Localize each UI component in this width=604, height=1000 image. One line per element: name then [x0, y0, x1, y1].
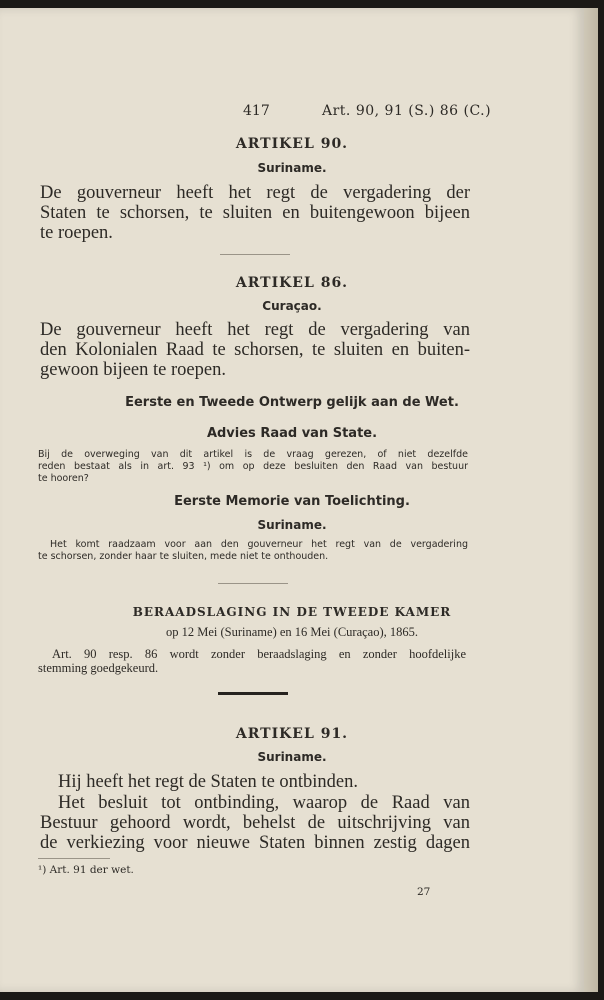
beraadslaging-dates: op 12 Mei (Suriname) en 16 Mei (Curaçao), 1865.	[165, 625, 419, 639]
ontwerp-heading: Eerste en Tweede Ontwerp gelijk aan de Wet.	[125, 395, 459, 410]
beraadslaging-line: Art. 90 resp. 86 wordt zonder beraadslaging en zonder hoofdelijke	[52, 647, 466, 661]
article-91-line: Bestuur gehoord wordt, behelst de uitschrijving van	[40, 813, 470, 833]
article-91-line: Hij heeft het regt de Staten te ontbinden.	[58, 772, 359, 792]
divider	[218, 583, 288, 584]
article-91-title: ARTIKEL 91.	[235, 726, 349, 742]
memorie-line: te schorsen, zonder haar te sluiten, mede niet te onthouden.	[38, 551, 329, 562]
footnote: ¹) Art. 91 der wet.	[38, 864, 134, 876]
advies-line: reden bestaat als in art. 93 ¹) om op deze besluiten den Raad van bestuur	[38, 461, 468, 472]
running-header: Art. 90, 91 (S.) 86 (C.)	[322, 103, 492, 119]
memorie-line: Het komt raadzaam voor aan den gouverneur het regt van de vergadering	[50, 539, 468, 550]
article-91-subtitle: Suriname.	[257, 750, 327, 764]
article-90-line: De gouverneur heeft het regt de vergadering der	[40, 183, 470, 203]
article-86-line: gewoon bijeen te roepen.	[40, 360, 226, 380]
book-page	[0, 8, 584, 992]
page-edge	[584, 8, 598, 992]
beraadslaging-heading: BERAADSLAGING IN DE TWEEDE KAMER	[132, 605, 452, 619]
article-86-line: De gouverneur heeft het regt de vergadering van	[40, 320, 470, 340]
advies-line: Bij de overweging van dit artikel is de vraag gerezen, of niet dezelfde	[38, 449, 468, 460]
advies-line: te hooren?	[38, 473, 89, 484]
beraadslaging-line: stemming goedgekeurd.	[38, 661, 159, 675]
article-86-line: den Kolonialen Raad te schorsen, te sluiten en buiten-	[40, 340, 470, 360]
divider	[220, 254, 290, 255]
article-86-title: ARTIKEL 86.	[235, 275, 349, 291]
advies-heading: Advies Raad van State.	[206, 426, 378, 441]
article-86-subtitle: Curaçao.	[262, 299, 322, 313]
page-number: 417	[243, 103, 270, 119]
section-break	[218, 692, 288, 695]
article-91-line: de verkiezing voor nieuwe Staten binnen zestig dagen	[40, 833, 470, 853]
footnote-rule	[38, 858, 110, 859]
memorie-subtitle: Suriname.	[257, 518, 327, 532]
article-90-line: te roepen.	[40, 223, 113, 243]
article-90-subtitle: Suriname.	[257, 161, 327, 175]
memorie-heading: Eerste Memorie van Toelichting.	[174, 494, 410, 509]
article-90-title: ARTIKEL 90.	[235, 136, 349, 152]
signature-mark: 27	[417, 886, 431, 898]
article-90-line: Staten te schorsen, te sluiten en buitengewoon bijeen	[40, 203, 470, 223]
article-91-line: Het besluit tot ontbinding, waarop de Raad van	[58, 793, 470, 813]
